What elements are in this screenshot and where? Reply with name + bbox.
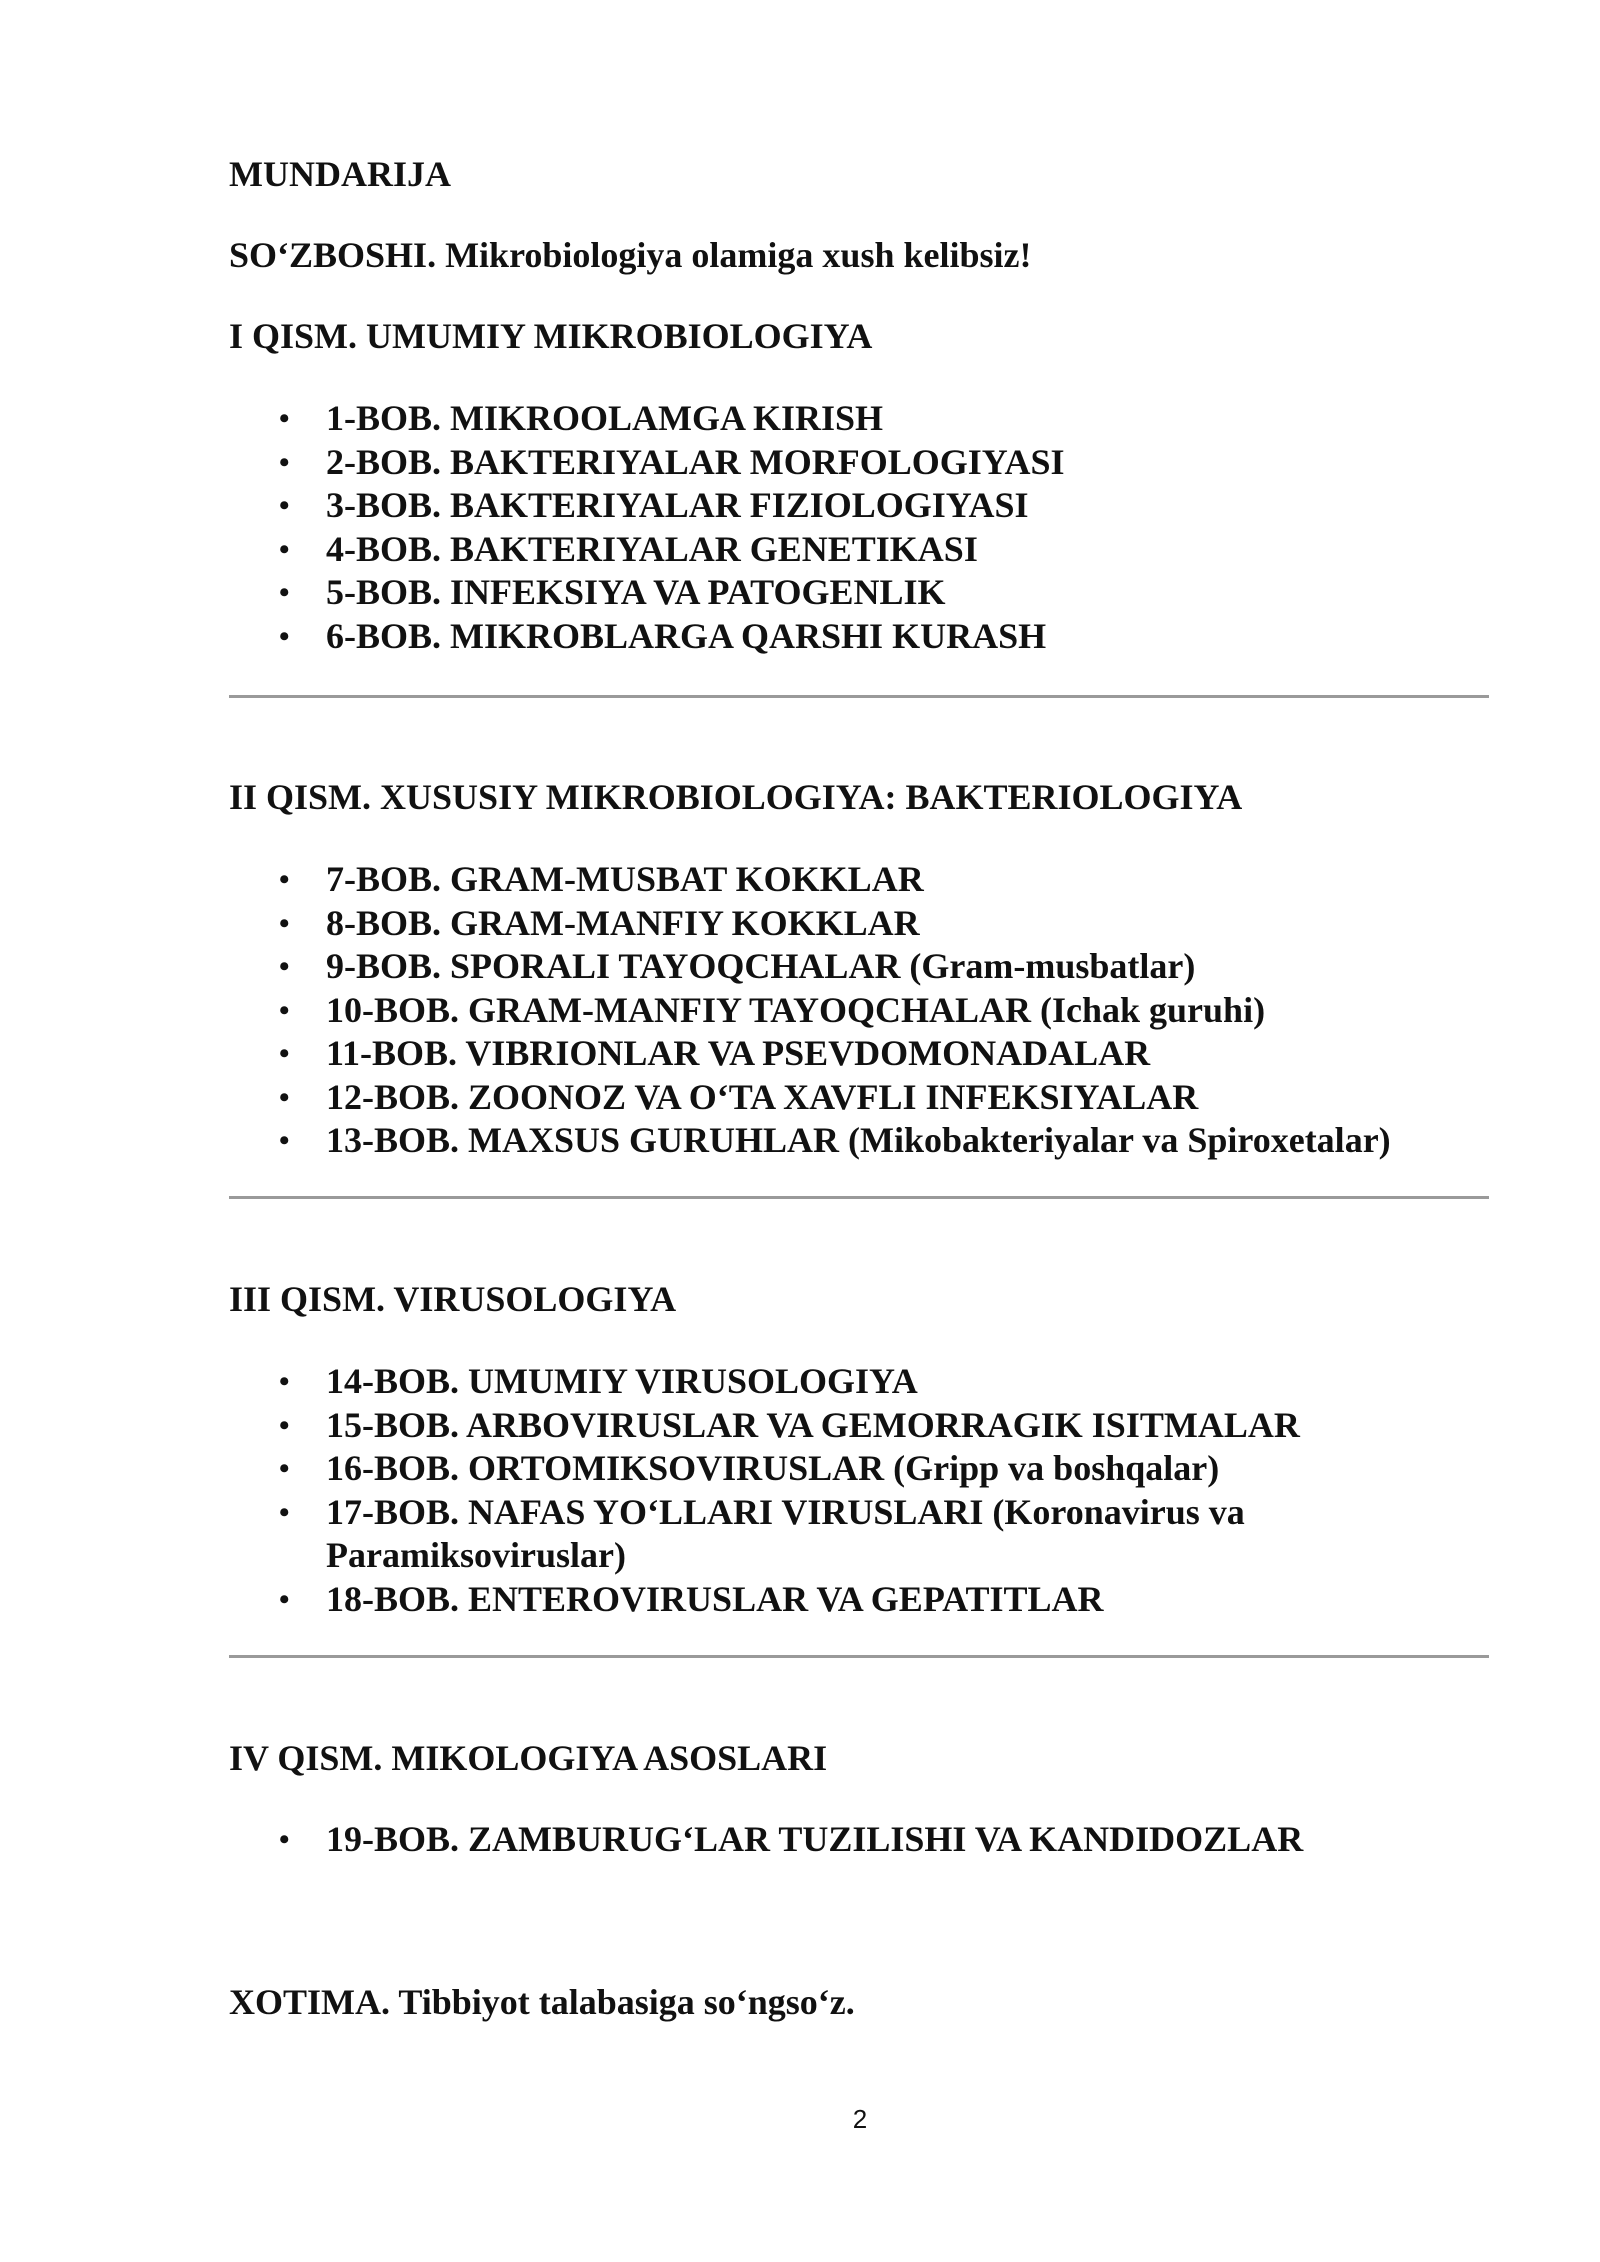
chapter-title: 12-BOB. ZOONOZ VA O‘TA XAVFLI INFEKSIYALAR [326,1076,1199,1117]
bullet-icon: • [279,1452,290,1485]
list-item [229,945,1489,989]
bullet-icon: • [279,1124,290,1157]
part-3-chapter-list [229,1360,1489,1621]
chapter-title: 11-BOB. VIBRIONLAR VA PSEVDOMONADALAR [326,1033,1151,1073]
bullet-icon: • [279,1080,290,1114]
chapter-title: 9-BOB. SPORALI TAYOQCHALAR (Gram-musbatlar) [326,946,1196,986]
bullet-icon: • [279,619,290,653]
chapter-title: 19-BOB. ZAMBURUG‘LAR TUZILISHI VA KANDIDOZLAR [326,1819,1304,1859]
bullet-icon: • [279,1495,290,1529]
list-item [229,1578,1489,1622]
bullet-icon: • [279,1365,290,1398]
bullet-icon: • [279,445,290,479]
bullet-icon: • [279,863,290,896]
chapter-title: 4-BOB. BAKTERIYALAR GENETIKASI [326,528,978,569]
list-item [229,1119,1489,1163]
bullet-icon: • [279,532,290,566]
list-item [229,1491,1406,1578]
preface-heading: SO‘ZBOSHI. Mikrobiologiya olamiga xush kelibsiz! [229,235,1032,275]
list-item [229,1818,1489,1862]
bullet-icon: • [279,576,290,609]
bullet-icon: • [279,950,290,983]
part-3-title: III QISM. VIRUSOLOGIYA [229,1279,677,1319]
bullet-icon: • [279,1823,290,1856]
chapter-title: 16-BOB. ORTOMIKSOVIRUSLAR (Gripp va boshqalar) [326,1448,1220,1488]
list-item [229,902,1489,946]
list-item [229,615,1489,659]
list-item [229,1076,1489,1120]
list-item [229,1032,1489,1076]
list-item [229,858,1489,902]
list-item [229,1447,1489,1491]
chapter-title: 15-BOB. ARBOVIRUSLAR VA GEMORRAGIK ISITMALAR [326,1404,1300,1445]
part-2-chapter-list [229,858,1489,1163]
list-item [229,571,1489,615]
section-divider [229,1196,1489,1199]
chapter-title: 7-BOB. GRAM-MUSBAT KOKKLAR [326,859,924,899]
chapter-title: 8-BOB. GRAM-MANFIY KOKKLAR [326,902,920,943]
list-item [229,989,1489,1033]
page-number: 2 [852,2104,868,2134]
bullet-icon: • [279,993,290,1027]
chapter-title: 13-BOB. MAXSUS GURUHLAR (Mikobakteriyalar va Spiroxetalar) [326,1120,1391,1160]
bullet-icon: • [279,906,290,940]
toc-title: MUNDARIJA [229,154,451,194]
list-item [229,1360,1489,1404]
chapter-title: 17-BOB. NAFAS YO‘LLARI VIRUSLARI (Koronavirus va Paramiksoviruslar) [326,1491,1245,1575]
conclusion-heading: XOTIMA. Tibbiyot talabasiga so‘ngso‘z. [229,1982,855,2022]
chapter-title: 2-BOB. BAKTERIYALAR MORFOLOGIYASI [326,441,1065,482]
part-1-title: I QISM. UMUMIY MIKROBIOLOGIYA [229,316,873,356]
section-divider [229,695,1489,698]
chapter-title: 1-BOB. MIKROOLAMGA KIRISH [326,398,884,438]
part-4-title: IV QISM. MIKOLOGIYA ASOSLARI [229,1738,828,1778]
chapter-title: 5-BOB. INFEKSIYA VA PATOGENLIK [326,572,946,612]
bullet-icon: • [279,1408,290,1442]
bullet-icon: • [279,1582,290,1616]
part-4-chapter-list [229,1818,1489,1862]
part-2-title: II QISM. XUSUSIY MIKROBIOLOGIYA: BAKTERIOLOGIYA [229,777,1243,817]
chapter-title: 14-BOB. UMUMIY VIRUSOLOGIYA [326,1361,918,1401]
bullet-icon: • [279,1037,290,1070]
list-item [229,441,1489,485]
bullet-icon: • [279,402,290,435]
part-1-chapter-list [229,397,1489,658]
chapter-title: 18-BOB. ENTEROVIRUSLAR VA GEPATITLAR [326,1578,1104,1619]
list-item [229,1404,1489,1448]
list-item [229,397,1489,441]
list-item [229,528,1489,572]
bullet-icon: • [279,489,290,522]
chapter-title: 6-BOB. MIKROBLARGA QARSHI KURASH [326,615,1047,656]
list-item [229,484,1489,528]
chapter-title: 3-BOB. BAKTERIYALAR FIZIOLOGIYASI [326,485,1029,525]
section-divider [229,1655,1489,1658]
chapter-title: 10-BOB. GRAM-MANFIY TAYOQCHALAR (Ichak guruhi) [326,989,1266,1030]
